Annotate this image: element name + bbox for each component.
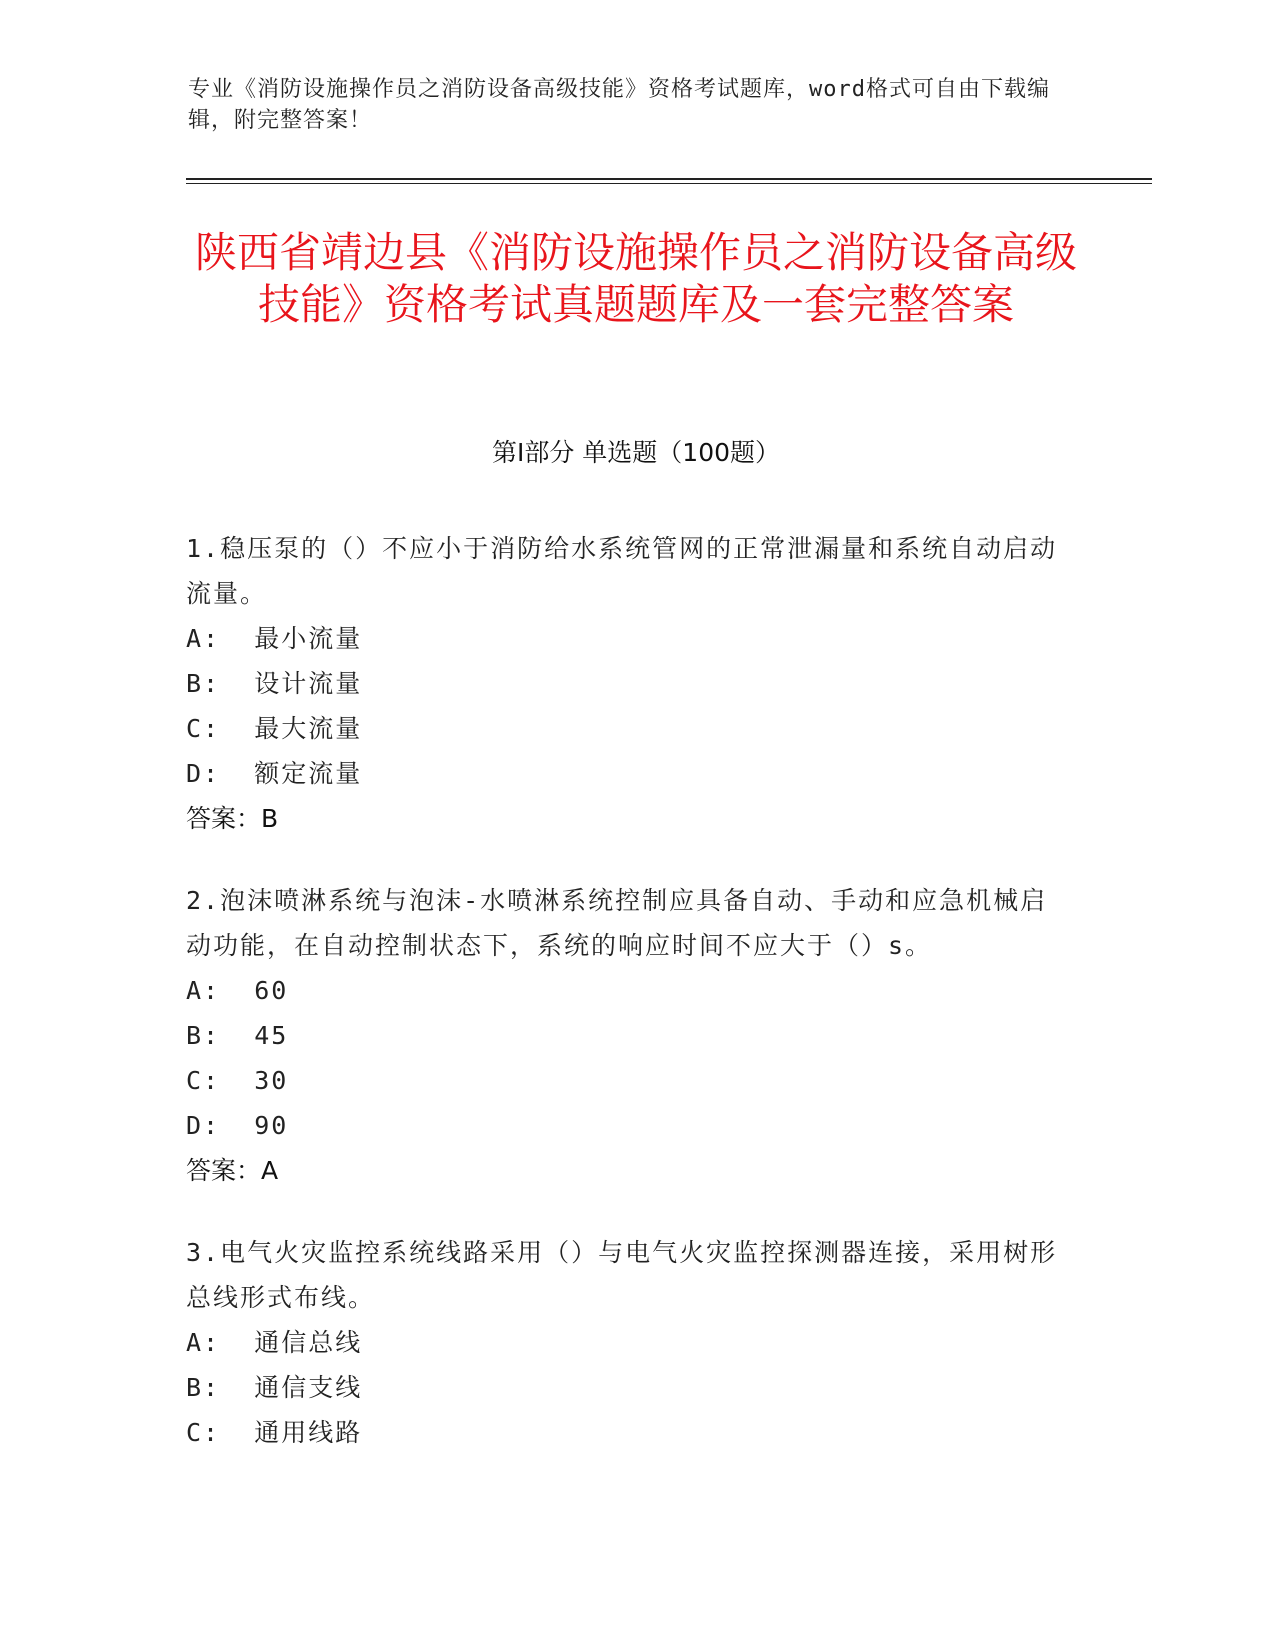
option-a: A: 60: [186, 976, 289, 1005]
answer-line: 答案：A: [186, 1156, 279, 1185]
answer-line: 答案：B: [186, 804, 279, 833]
option-d: D: 额定流量: [186, 759, 363, 788]
header-divider-thin: [186, 183, 1152, 184]
option-b: B: 通信支线: [186, 1373, 363, 1402]
option-d: D: 90: [186, 1111, 289, 1140]
question-stem: 3.电气火灾监控系统线路采用（）与电气火灾监控探测器连接，采用树形总线形式布线。: [186, 1238, 1058, 1312]
question-stem: 1.稳压泵的（）不应小于消防给水系统管网的正常泄漏量和系统自动启动流量。: [186, 534, 1058, 608]
question-list: [186, 526, 1066, 1492]
option-b: B: 45: [186, 1021, 289, 1050]
option-c: C: 最大流量: [186, 714, 363, 743]
question-stem: 2.泡沫喷淋系统与泡沫-水喷淋系统控制应具备自动、手动和应急机械启动功能，在自动控制状态下，系统的响应时间不应大于（）s。: [186, 886, 1048, 960]
document-title: 陕西省靖边县《消防设施操作员之消防设备高级技能》资格考试真题题库及一套完整答案: [194, 228, 1077, 329]
option-a: A: 最小流量: [186, 624, 363, 653]
option-a: A: 通信总线: [186, 1328, 363, 1357]
header-divider-thick: [186, 178, 1152, 180]
header-note: 专业《消防设施操作员之消防设备高级技能》资格考试题库，word格式可自由下载编辑，附完整答案！: [188, 77, 1050, 133]
option-b: B: 设计流量: [186, 669, 363, 698]
option-c: C: 通用线路: [186, 1418, 363, 1447]
question-3: [186, 1230, 1066, 1455]
question-2: [186, 878, 1066, 1193]
section-heading: 第Ⅰ部分 单选题（100题）: [491, 438, 781, 467]
option-c: C: 30: [186, 1066, 289, 1095]
question-1: [186, 526, 1066, 841]
